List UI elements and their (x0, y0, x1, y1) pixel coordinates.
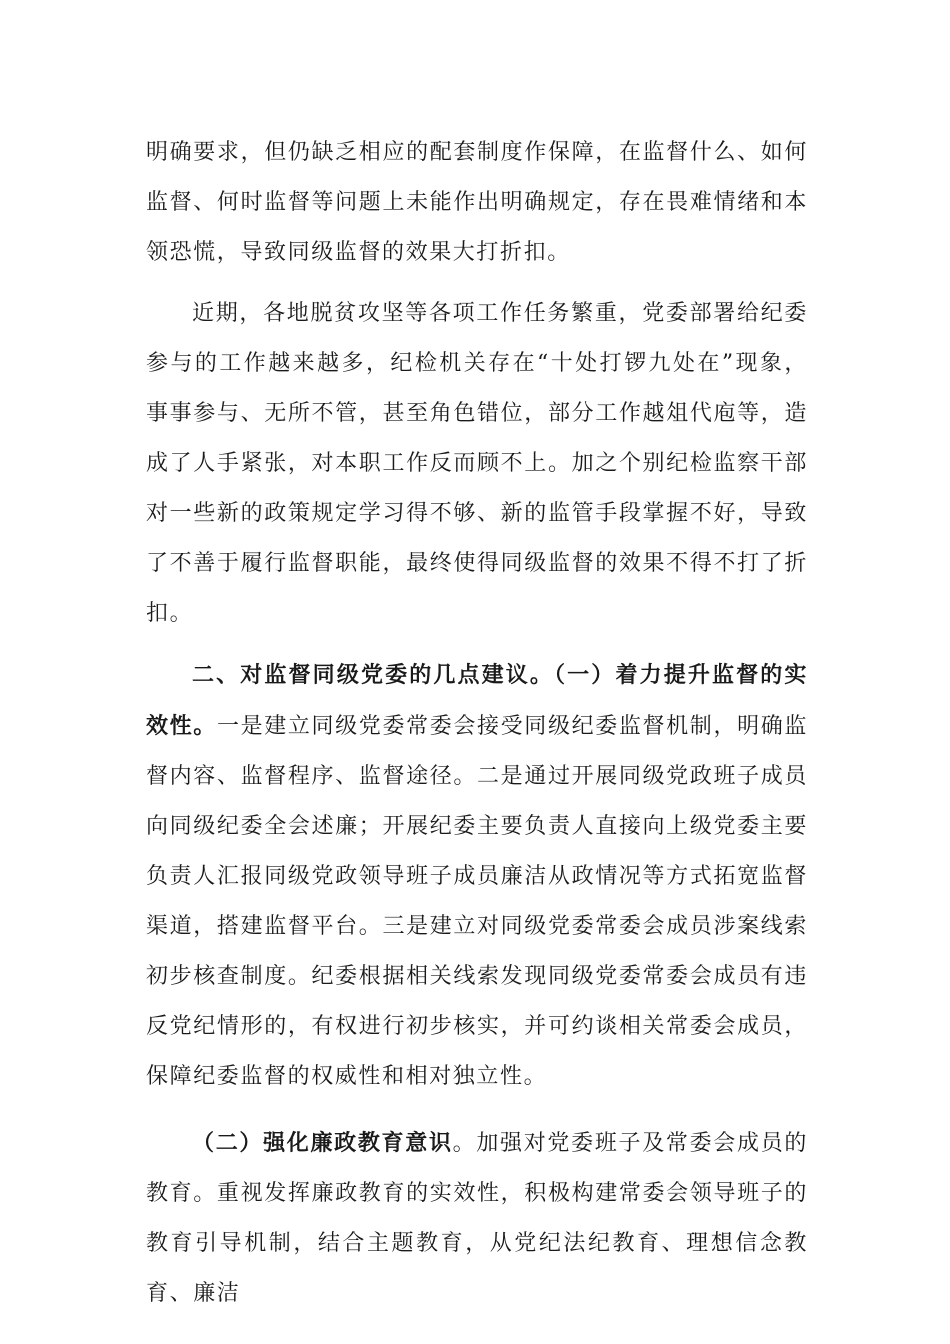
paragraph-4-heading: （二）强化廉政教育意识 (192, 1130, 453, 1156)
document-page (146, 128, 808, 1319)
paragraph-3 (146, 650, 808, 1102)
paragraph-1-text: 明确要求，但仍缺乏相应的配套制度作保障，在监督什么、如何监督、何时监督等问题上未能作出明确规定，存在畏难情绪和本领恐慌，导致同级监督的效果大打折扣。 (146, 140, 808, 265)
paragraph-4 (146, 1118, 808, 1319)
paragraph-2 (146, 289, 808, 639)
paragraph-3-text: 一是建立同级党委常委会接受同级纪委监督机制，明确监督内容、监督程序、监督途径。二是通过开展同级党政班子成员向同级纪委全会述廉；开展纪委主要负责人直接向上级党委主要负责人汇报同级党政领导班子成员廉洁从政情况等方式拓宽监督渠道，搭建监督平台。三是建立对同级党委常委会成员涉案线索初步核查制度。纪委根据相关线索发现同级党委常委会成员有违反党纪情形的，有权进行初步核实，并可约谈相关常委会成员，保障纪委监督的权威性和相对独立性。 (146, 714, 808, 1089)
paragraph-3-heading: 二、对监督同级党委的几点建议。（一）着力提升监督的实效性。 (146, 662, 808, 739)
paragraph-1 (146, 128, 808, 278)
paragraph-4-text: 。加强对党委班子及常委会成员的教育。重视发挥廉政教育的实效性，积极构建常委会领导班子的教育引导机制，结合主题教育，从党纪法纪教育、理想信念教育、廉洁 (146, 1131, 808, 1306)
paragraph-2-text: 近期，各地脱贫攻坚等各项工作任务繁重，党委部署给纪委参与的工作越来越多，纪检机关存在“十处打锣九处在”现象，事事参与、无所不管，甚至角色错位，部分工作越俎代庖等，造成了人手紧张，对本职工作反而顾不上。加之个别纪检监察干部对一些新的政策规定学习得不够、新的监管手段掌握不好，导致了不善于履行监督职能，最终使得同级监督的效果不得不打了折扣。 (146, 301, 808, 626)
